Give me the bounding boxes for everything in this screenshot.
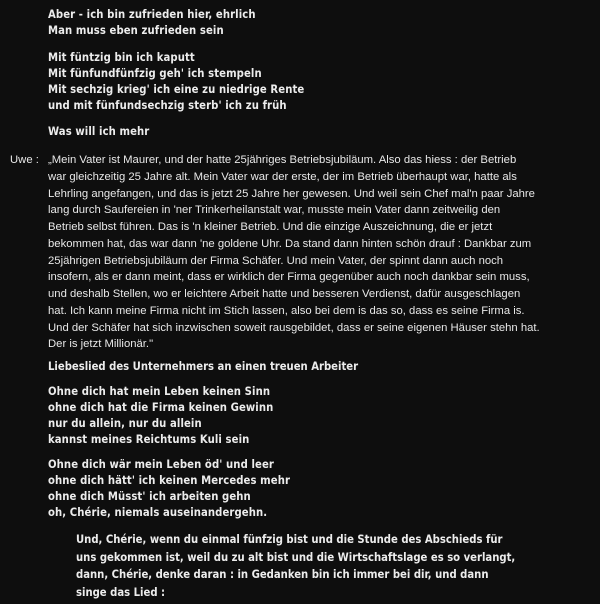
lyric-line: Mit füntzig bin ich kaputt <box>48 51 195 64</box>
lyric-line: oh, Chérie, niemals auseinandergehn. <box>48 506 268 519</box>
monologue-line: Lehrling angefangen, und das is jetzt 25 Jahre her gewesen. Und weil sein Chef mal'n paar Jahre <box>48 187 535 200</box>
closing-line: Und, Chérie, wenn du einmal fünfzig bist und die Stunde des Abschieds für <box>76 533 503 546</box>
lyric-line: Man muss eben zufrieden sein <box>48 24 224 37</box>
monologue-line: 25jährigen Betriebsjubiläum der Firma Schäfer. Und mein Vater, der spinnt dann auch noch <box>48 254 504 267</box>
monologue-line: „Mein Vater ist Maurer, und der hatte 25jähriges Betriebsjubiläum. Also das hiess : der Betrieb <box>48 154 517 166</box>
lyric-line: ohne dich hat die Firma keinen Gewinn <box>48 401 274 414</box>
closing-line: uns gekommen ist, weil du zu alt bist und die Wirtschaftslage es so verlangt, <box>76 550 516 564</box>
lyric-line: Ohne dich wär mein Leben öd' und leer <box>48 458 274 471</box>
monologue-line: Betrieb selbst führen. Das is 'n kleiner Betrieb. Und die einzige Auszeichnung, die er jetzt <box>48 221 493 233</box>
lyric-line: ohne dich hätt' ich keinen Mercedes mehr <box>48 474 291 487</box>
stanza-love-2 <box>48 457 290 521</box>
monologue-line: und deshalb Stellen, wo er leichtere Arbeit hatte und besseren Verdienst, dafür ausgeschlagen <box>48 288 521 300</box>
lyric-line: und mit fünfundsechzig sterb' ich zu früh <box>48 99 287 112</box>
lyric-line: Mit fünfundfünfzig geh' ich stempeln <box>48 67 262 80</box>
lyric-line: Was will ich mehr <box>48 125 150 138</box>
closing-line: dann, Chérie, denke daran : in Gedanken bin ich immer bei dir, und dann <box>76 568 489 581</box>
lyric-line: kannst meines Reichtums Kuli sein <box>48 433 250 446</box>
lyric-line: Ohne dich hat mein Leben keinen Sinn <box>48 385 271 398</box>
monologue-line: Und der Schäfer hat sich inzwischen soweit rausgebildet, dass er seine eigenen Häuser stehn hat. <box>48 321 540 334</box>
song-title: Liebeslied des Unternehmers an einen treuen Arbeiter <box>48 360 359 373</box>
monologue-text <box>48 152 540 353</box>
stanza-ages <box>48 50 304 114</box>
stanza-more <box>48 124 149 140</box>
stanza-intro <box>48 7 256 39</box>
lyric-line: ohne dich Müsst' ich arbeiten gehn <box>48 490 251 503</box>
monologue-line: war gleichzeitig 25 Jahre alt. Mein Vater war der erste, der im Betrieb überhaupt war, hatte als <box>48 170 517 183</box>
stanza-love-1 <box>48 384 273 448</box>
lyric-line: Mit sechzig krieg' ich eine zu niedrige Rente <box>48 83 305 96</box>
speaker-label: Uwe : <box>10 154 39 166</box>
closing-line: singe das Lied : <box>76 585 166 599</box>
closing-paragraph <box>76 531 515 601</box>
lyric-line: nur du allein, nur du allein <box>48 417 202 430</box>
monologue-line: bekommen hat, das war dann 'ne goldene Uhr. Da stand dann hinten schön drauf : Dankbar zum <box>48 237 532 250</box>
monologue-line: hat. Ich kann meine Firma nicht im Stich lassen, also bei dem is das so, dass es seine Firma is. <box>48 304 525 317</box>
monologue-line: Der is jetzt Millionär." <box>48 338 154 351</box>
monologue-line: insofern, als er dann meint, dass er wirklich der Firma gegenüber auch noch dankbar sein muss, <box>48 271 530 284</box>
monologue-line: lang durch Saufereien in 'ner Trinkerheilanstalt war, musste mein Vater dann zeitweilig den <box>48 204 501 217</box>
lyric-line: Aber - ich bin zufrieden hier, ehrlich <box>48 8 256 21</box>
